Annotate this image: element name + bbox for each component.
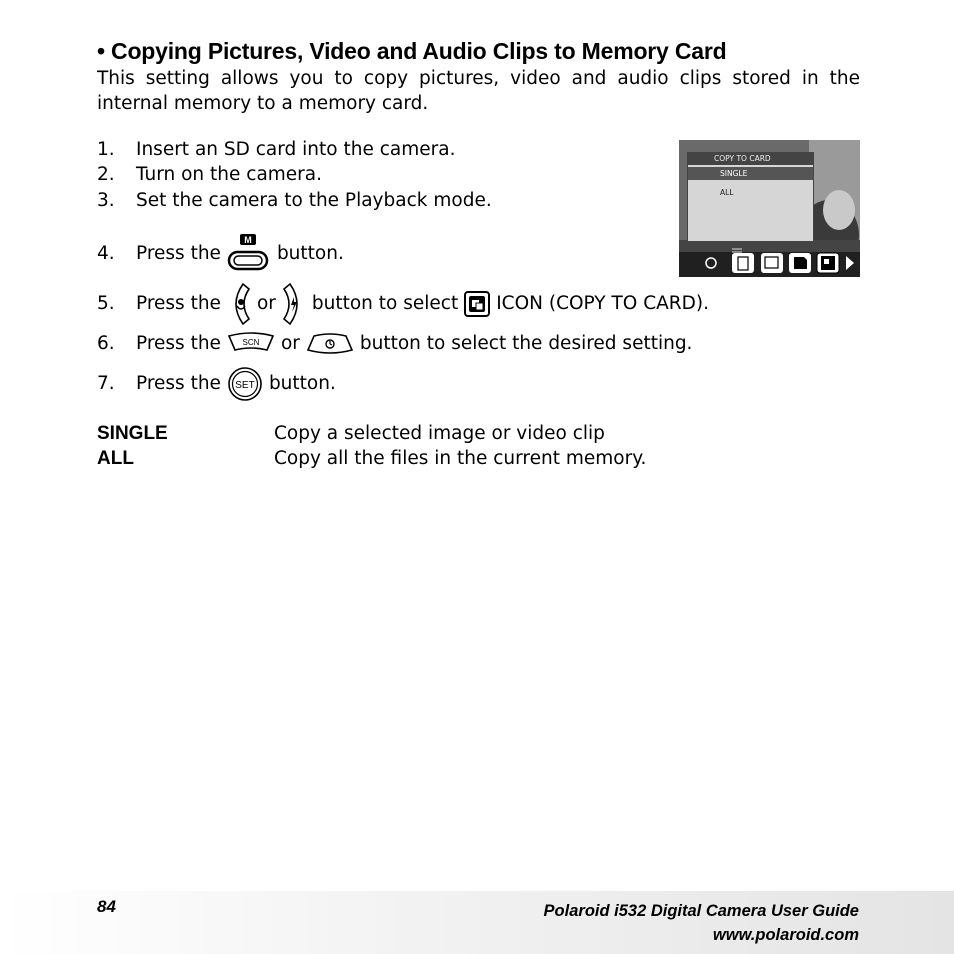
lcd-rotate-icon (706, 258, 716, 268)
step-1: 1. Insert an SD card into the camera. (97, 139, 456, 160)
menu-button-icon (227, 232, 271, 276)
step-4: 4. Press the M button. (97, 232, 344, 276)
guide-title: Polaroid i532 Digital Camera User Guide (543, 902, 859, 920)
svg-text:SCN: SCN (242, 338, 260, 347)
section-title: • Copying Pictures, Video and Audio Clips to Memory Card (97, 38, 727, 64)
svg-text:SET: SET (235, 380, 255, 391)
lcd-menu-header: COPY TO CARD (688, 153, 813, 165)
lcd-copy-to-card-icon (817, 253, 839, 273)
setting-definitions (97, 421, 646, 471)
lcd-right-arrow-icon (846, 256, 854, 270)
step-2: 2. Turn on the camera. (97, 164, 323, 185)
step-6: 6. Press the SCN or button to select the desired setting. (97, 333, 693, 354)
up-scene-button-icon (227, 332, 275, 356)
page-number: 84 (97, 897, 116, 916)
copy-to-card-icon (464, 291, 490, 317)
lcd-toolbar (679, 247, 860, 277)
definition-all: ALL Copy all the files in the current memory. (97, 448, 647, 469)
lcd-delete-icon (732, 253, 754, 273)
intro-paragraph: This setting allows you to copy pictures, video and audio clips stored in the internal memory to a memory card. (97, 68, 860, 114)
step-7: 7. Press the SET button. (97, 366, 336, 402)
footer-guide-info (544, 899, 859, 947)
right-flash-button-icon (282, 282, 306, 326)
lcd-option-all: ALL (720, 188, 734, 197)
down-timer-button-icon (306, 332, 354, 356)
step-5: 5. Press the or button to select ICON (COPY TO CARD). (97, 282, 709, 326)
lcd-menu (687, 152, 814, 242)
set-button-icon (227, 366, 263, 402)
website-url: www.polaroid.com (712, 926, 859, 944)
step-3: 3. Set the camera to the Playback mode. (97, 190, 492, 211)
definition-single: SINGLE Copy a selected image or video clip (97, 423, 605, 444)
lcd-slideshow-icon (761, 253, 783, 273)
svg-text:M: M (244, 235, 252, 245)
lcd-option-single: SINGLE (688, 167, 813, 180)
left-macro-button-icon (227, 282, 251, 326)
camera-lcd-screenshot (679, 140, 860, 277)
lcd-protect-icon (789, 253, 811, 273)
